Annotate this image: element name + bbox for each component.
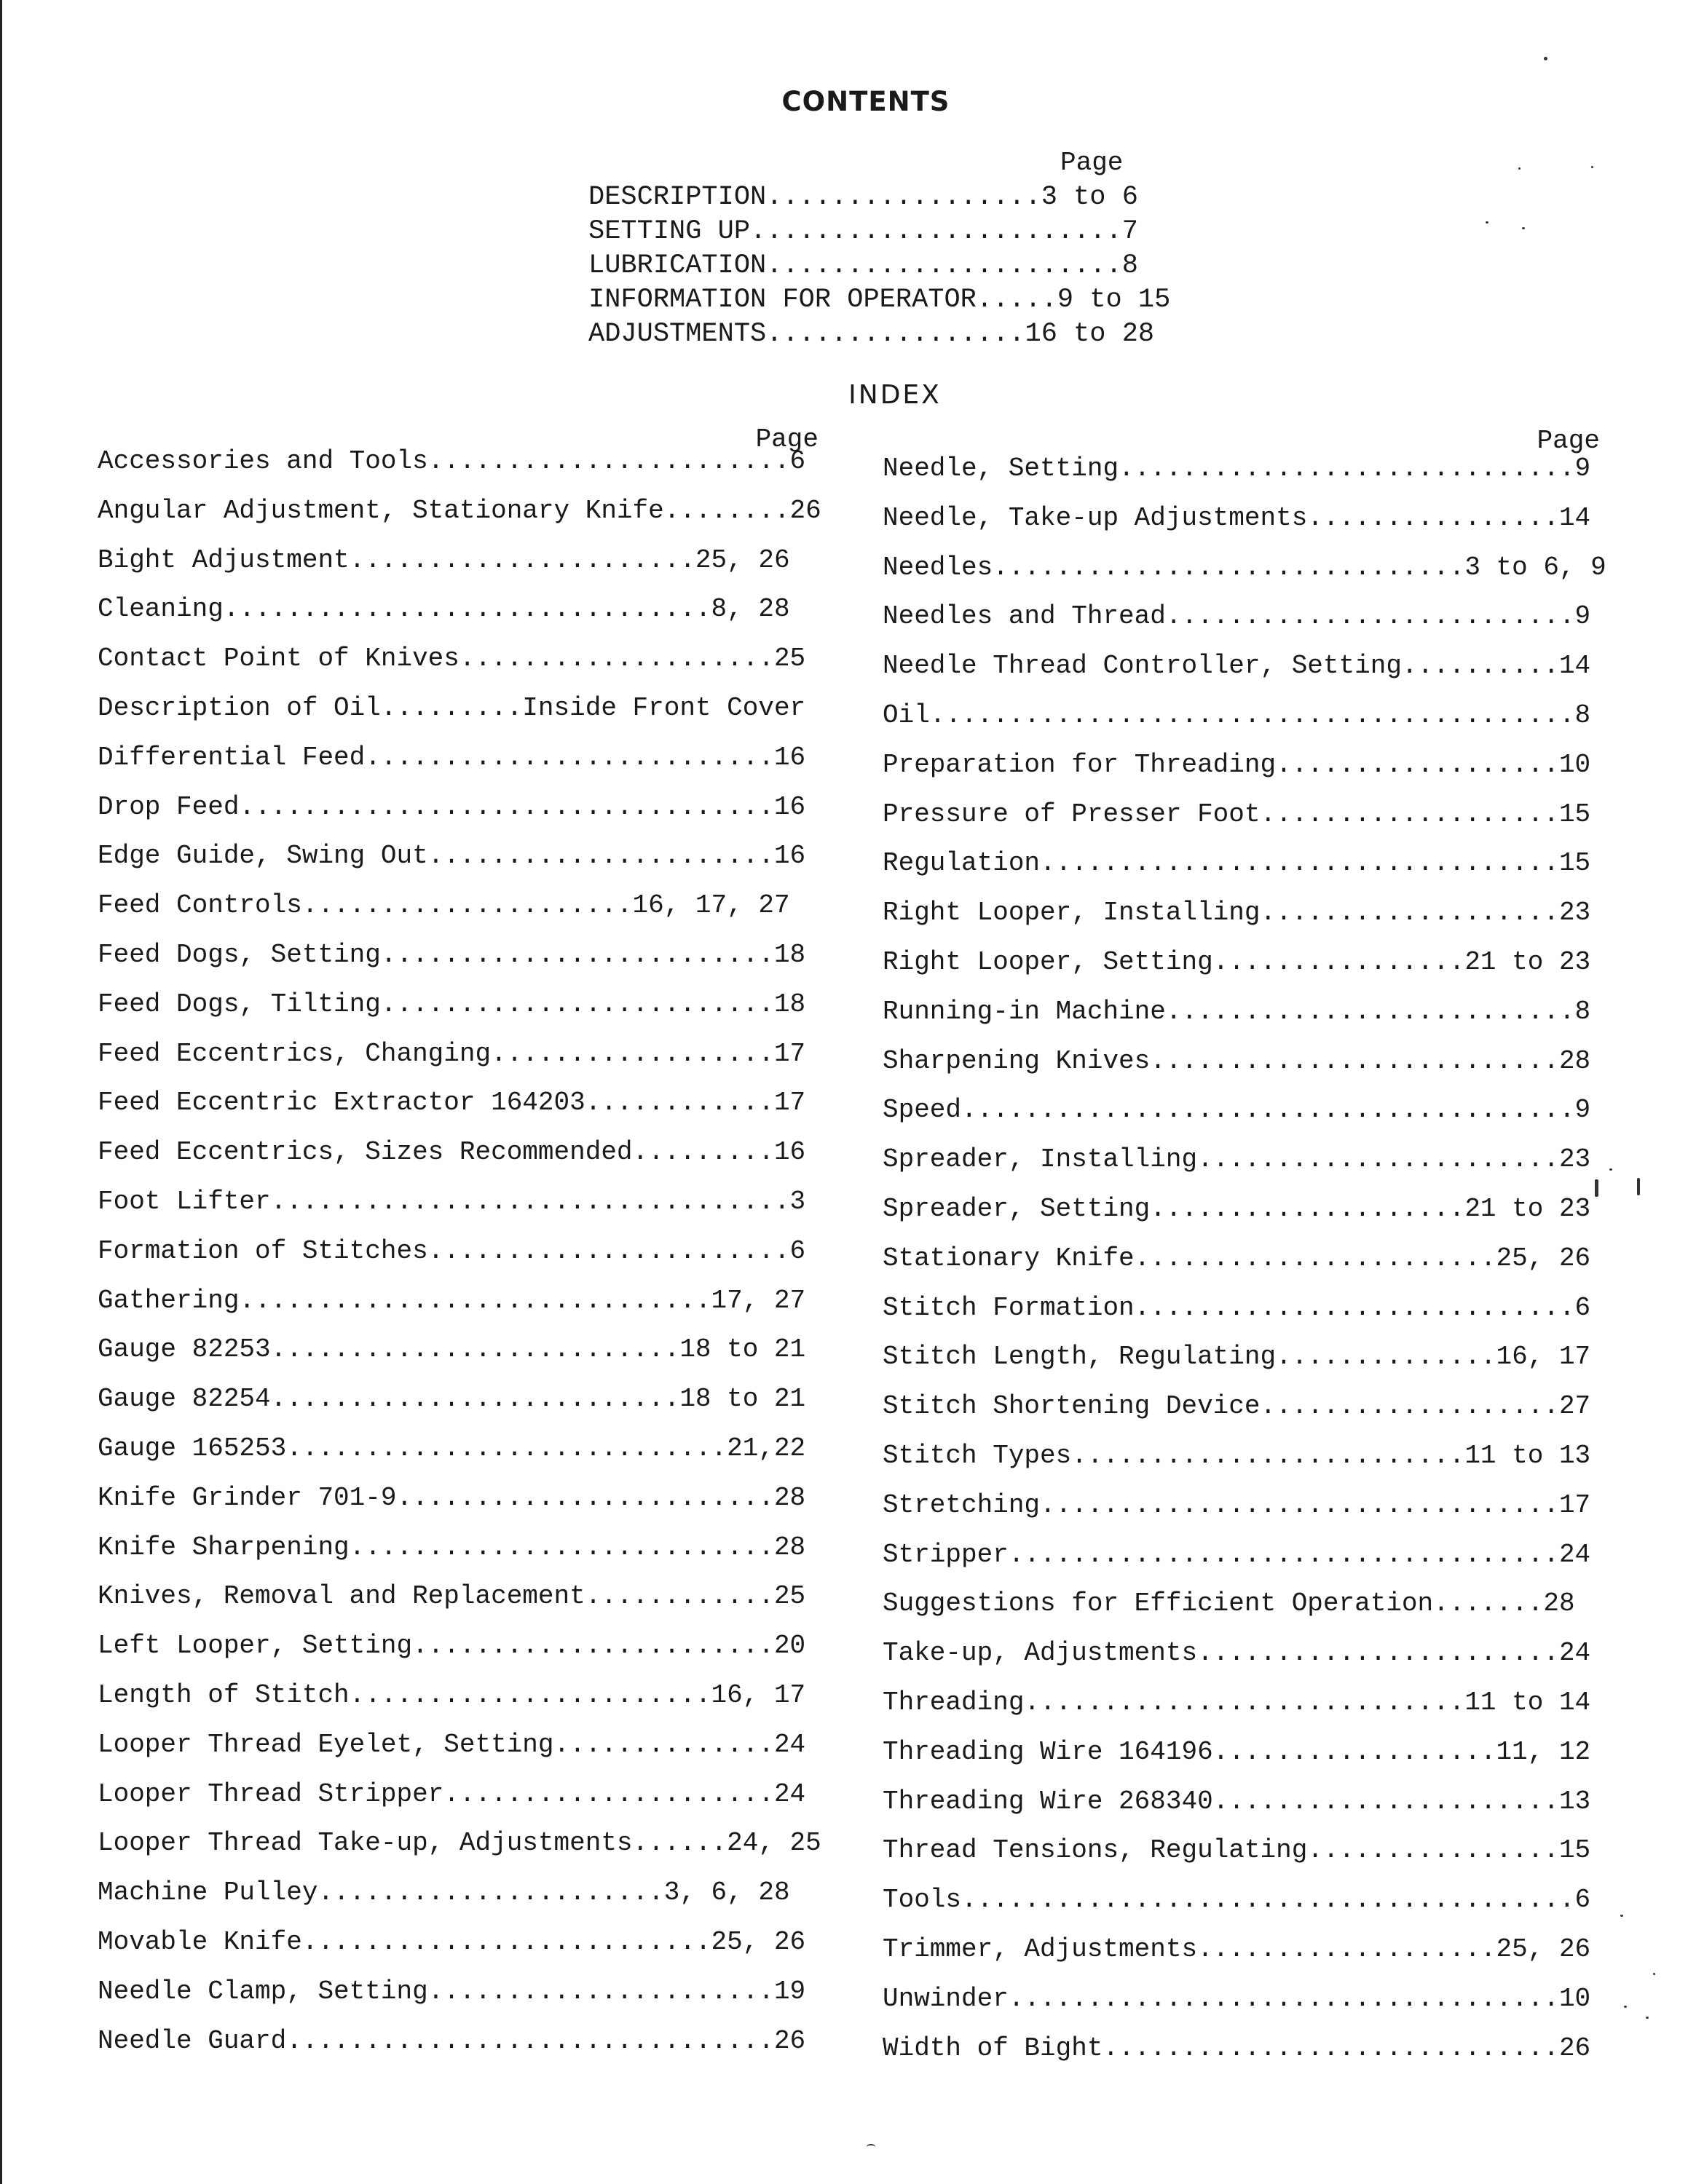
index-left-entries	[98, 447, 899, 2076]
index-entry: Needle Guard...............................26	[98, 2025, 806, 2056]
scan-speck	[1522, 227, 1525, 229]
index-entry: Edge Guide, Swing Out......................16	[98, 841, 806, 871]
index-entry: Stitch Types.........................11 to 13	[883, 1440, 1591, 1471]
index-entry: Foot Lifter.................................3	[98, 1186, 806, 1216]
scan-speck	[1624, 2006, 1627, 2008]
index-entry: Needle Clamp, Setting......................19	[98, 1976, 806, 2006]
contents-page-header: Page	[1060, 148, 1124, 178]
page-number-mark	[867, 2144, 875, 2150]
index-entry: Looper Thread Eyelet, Setting..............24	[98, 1729, 806, 1760]
index-entry: Trimmer, Adjustments...................25, 26	[883, 1934, 1591, 1964]
index-entry: Left Looper, Setting.......................20	[98, 1631, 806, 1661]
index-entry: Stretching.................................17	[883, 1489, 1591, 1520]
index-entry: Needles..............................3 to 6, 9	[883, 552, 1606, 582]
contents-row: SETTING UP.......................7	[588, 216, 1138, 247]
scan-speck	[1646, 2017, 1649, 2019]
index-entry: Looper Thread Take-up, Adjustments......24, 25	[98, 1828, 821, 1859]
index-entry: Speed.......................................9	[883, 1095, 1591, 1125]
index-entry: Length of Stitch.......................16, 17	[98, 1679, 806, 1710]
index-entry: Right Looper, Installing...................23	[883, 898, 1591, 928]
index-entry: Differential Feed..........................16	[98, 742, 806, 772]
index-entry: Running-in Machine..........................8	[883, 996, 1591, 1026]
index-entry: Gauge 165253............................21,22	[98, 1433, 806, 1463]
contents-title: CONTENTS	[781, 86, 950, 117]
index-entry: Drop Feed..................................16	[98, 791, 806, 822]
index-entry: Stitch Length, Regulating..............16, 17	[883, 1342, 1591, 1372]
index-entry: Accessories and Tools.......................6	[98, 446, 806, 476]
index-entry: Looper Thread Stripper.....................24	[98, 1779, 806, 1809]
scan-speck	[1653, 1973, 1655, 1975]
contents-row: LUBRICATION......................8	[588, 250, 1138, 281]
index-entry: Spreader, Setting....................21 to 23	[883, 1193, 1591, 1224]
index-entry: Stationary Knife.......................25, 26	[883, 1243, 1591, 1273]
index-entry: Needles and Thread..........................9	[883, 601, 1591, 632]
contents-row: ADJUSTMENTS................16 to 28	[588, 319, 1155, 349]
scan-speck	[1518, 167, 1521, 170]
index-entry: Formation of Stitches.......................6	[98, 1235, 806, 1266]
scan-speck	[1544, 57, 1547, 60]
index-entry: Feed Eccentric Extractor 164203............17	[98, 1088, 806, 1118]
contents-table	[588, 146, 1171, 352]
index-entry: Feed Eccentrics, Changing..................17	[98, 1038, 806, 1069]
index-entry: Sharpening Knives..........................28	[883, 1045, 1591, 1076]
contents-row: INFORMATION FOR OPERATOR.....9 to 15	[588, 285, 1171, 315]
index-entry: Bight Adjustment......................25, 26	[98, 545, 790, 575]
index-entry: Preparation for Threading..................10	[883, 749, 1591, 780]
index-right-entries	[883, 454, 1684, 2083]
index-entry: Stitch Formation............................6	[883, 1292, 1591, 1323]
index-entry: Regulation.................................15	[883, 848, 1591, 879]
page-edge-line	[0, 0, 2, 2184]
scan-speck	[1620, 1915, 1623, 1917]
index-left-page-header: Page	[755, 424, 819, 454]
index-entry: Knife Sharpening...........................28	[98, 1532, 806, 1562]
index-entry: Width of Bight.............................26	[883, 2033, 1591, 2063]
index-entry: Needle, Setting.............................9	[883, 454, 1591, 483]
index-entry: Stripper...................................24	[883, 1539, 1591, 1570]
contents-row: DESCRIPTION.................3 to 6	[588, 182, 1138, 213]
index-entry: Contact Point of Knives....................25	[98, 644, 806, 674]
index-entry: Description of Oil.........Inside Front Cover	[98, 692, 806, 723]
index-entry: Thread Tensions, Regulating................15	[883, 1835, 1591, 1866]
index-entry: Take-up, Adjustments.......................24	[883, 1638, 1591, 1669]
index-entry: Feed Eccentrics, Sizes Recommended.........16	[98, 1137, 806, 1168]
index-entry: Feed Controls.....................16, 17, 27	[98, 890, 790, 921]
scan-speck	[1486, 221, 1488, 223]
index-entry: Spreader, Installing.......................23	[883, 1144, 1591, 1175]
index-entry: Stitch Shortening Device...................27	[883, 1391, 1591, 1422]
index-entry: Knife Grinder 701-9........................28	[98, 1482, 806, 1513]
index-left-column	[98, 422, 899, 2086]
index-entry: Threading............................11 to 14	[883, 1687, 1591, 1717]
index-entry: Right Looper, Setting................21 to 23	[883, 946, 1591, 977]
scan-speck	[1591, 166, 1593, 168]
index-entry: Oil.........................................8	[883, 700, 1591, 730]
index-entry: Machine Pulley......................3, 6, 28	[98, 1878, 790, 1908]
index-entry: Pressure of Presser Foot...................15	[883, 799, 1591, 829]
index-entry: Needle Thread Controller, Setting..........14	[883, 651, 1591, 681]
index-right-column	[883, 424, 1684, 2087]
index-entry: Knives, Removal and Replacement............25	[98, 1581, 806, 1612]
index-entry: Threading Wire 268340......................13	[883, 1786, 1591, 1816]
index-entry: Threading Wire 164196..................11, 12	[883, 1736, 1591, 1767]
index-entry: Cleaning...............................8, 28	[98, 594, 790, 625]
index-entry: Tools.......................................6	[883, 1885, 1591, 1915]
index-entry: Gauge 82254..........................18 to 21	[98, 1384, 806, 1415]
index-entry: Unwinder...................................10	[883, 1983, 1591, 2014]
index-entry: Gauge 82253..........................18 to 21	[98, 1334, 806, 1365]
scan-speck	[1637, 1178, 1640, 1195]
index-entry: Gathering..............................17, 27	[98, 1285, 806, 1315]
index-right-page-header: Page	[1537, 426, 1600, 456]
index-entry: Angular Adjustment, Stationary Knife........26	[98, 495, 821, 526]
index-title: INDEX	[848, 380, 942, 410]
index-entry: Suggestions for Efficient Operation.......28	[883, 1588, 1575, 1619]
scan-speck	[1609, 1168, 1612, 1171]
index-entry: Feed Dogs, Tilting.........................18	[98, 989, 806, 1019]
index-entry: Movable Knife..........................25, 26	[98, 1926, 806, 1957]
index-entry: Needle, Take-up Adjustments................14	[883, 502, 1591, 533]
scan-speck	[1595, 1179, 1598, 1197]
index-entry: Feed Dogs, Setting.........................18	[98, 939, 806, 970]
